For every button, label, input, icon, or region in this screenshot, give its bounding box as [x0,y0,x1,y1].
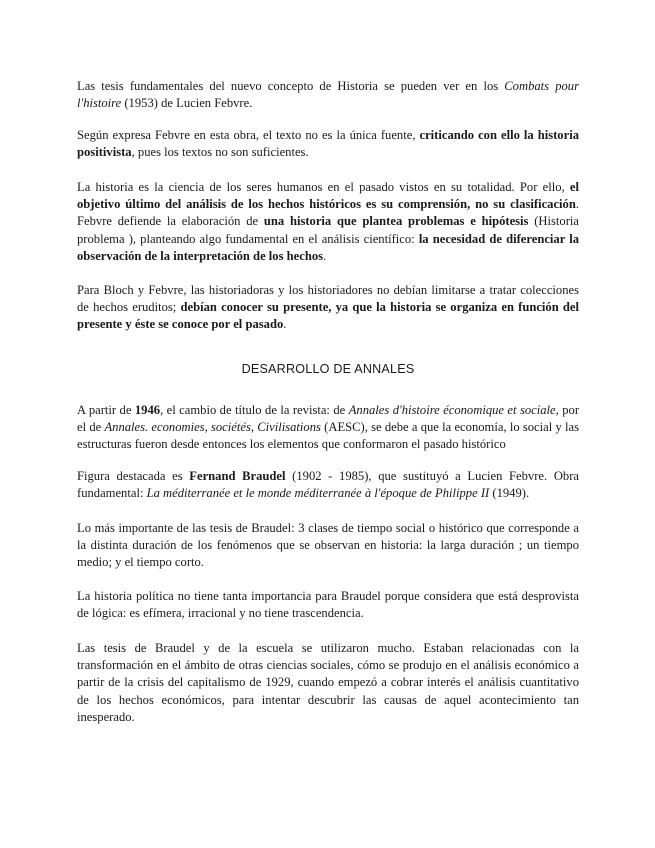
text-run: La historia política no tiene tanta importancia para Braudel porque considera que está desprovista de lógica: es efímera, irracional y no tiene trascendencia. [77,589,579,621]
text-run: Para Bloch y Febvre, las historiadoras y los historiadores no debían limitarse a tratar colecciones de hechos eruditos; [77,283,579,315]
emphasis: la necesidad de diferenciar la observación de la interpretación de los hechos [77,231,580,263]
text-run: . [323,248,327,263]
section-heading: DESARROLLO DE ANNALES [241,362,415,376]
paragraph-cambio-titulo [77,402,579,454]
book-title: La méditerranée et le monde méditerranée à l'époque de Philippe II [146,486,490,501]
text-run: . [283,317,287,332]
text-run: Lo más importante de las tesis de Braudel: 3 clases de tiempo social o histórico que corresponde a la distinta duración de los fenómenos que se observan en historia: la larga duración ; un tiempo medio; y el tiempo corto. [77,521,579,570]
text-run: (1902 - 1985), que sustituyó a Lucien Febvre. Obra fundamental: [77,469,579,501]
text-run: , pues los textos no son suficientes. [131,145,309,160]
text-run: Según expresa Febvre en esta obra, el texto no es la única fuente, [77,128,420,142]
book-title: Combats pour l'histoire [77,79,579,111]
text-run: Las tesis fundamentales del nuevo concepto de Historia se pueden ver en los [77,79,505,93]
text-run: Figura destacada es [77,469,190,483]
emphasis: criticando con ello la historia positivista [77,128,579,160]
text-run: , por el de [77,403,580,435]
paragraph-braudel [77,468,579,502]
emphasis: Fernand Braudel [189,469,286,483]
emphasis: 1946 [134,403,161,417]
emphasis: una historia que plantea problemas e hipótesis [263,214,529,229]
journal-title: Annales d'histoire économique et sociale [348,403,556,417]
text-run: A partir de [77,403,135,417]
paragraph-febvre-texto [77,127,579,161]
paragraph-historia-politica [77,588,579,622]
text-run: (Historia problema ), planteando algo fundamental en el análisis científico: [77,214,580,246]
paragraph-ciencia-historia [77,179,579,265]
paragraph-bloch-febvre [77,282,579,334]
text-run: , el cambio de título de la revista: de [160,403,349,417]
paragraph-combats-pour-lhistoire [77,78,579,112]
text-run: . Febvre defiende la elaboración de [77,197,579,229]
text-run: (1949). [489,486,530,501]
emphasis: debían conocer su presente, ya que la historia se organiza en función del presente y éste se conoce por el pasado [77,300,579,332]
text-run: La historia es la ciencia de los seres humanos en el pasado vistos en su totalidad. Por ello, [77,180,570,194]
text-run: Las tesis de Braudel y de la escuela se utilizaron mucho. Estaban relacionadas con la transformación en el ámbito de otras ciencias sociales, cómo se produjo en el análisis económico a partir de la crisis del capitalismo de 1929, cuando empezó a cobrar interés el análisis cuantitativo de los hechos económicos, para intentar descubrir las causas de aquel acontecimiento tan inesperado. [77,641,579,724]
emphasis: el objetivo último del análisis de los hechos históricos es su comprensión, no su clasificación [77,180,579,212]
paragraph-tiempo-social [77,520,579,572]
paragraph-tesis-escuela [77,640,579,726]
journal-title: Annales. economies, sociétés, Civilisations [104,420,321,435]
text-run: (AESC), se debe a que la economía, lo social y las estructuras fueron desde entonces los elementos que conformaron el pasado histórico [77,420,579,452]
text-run: (1953) de Lucien Febvre. [121,96,253,111]
